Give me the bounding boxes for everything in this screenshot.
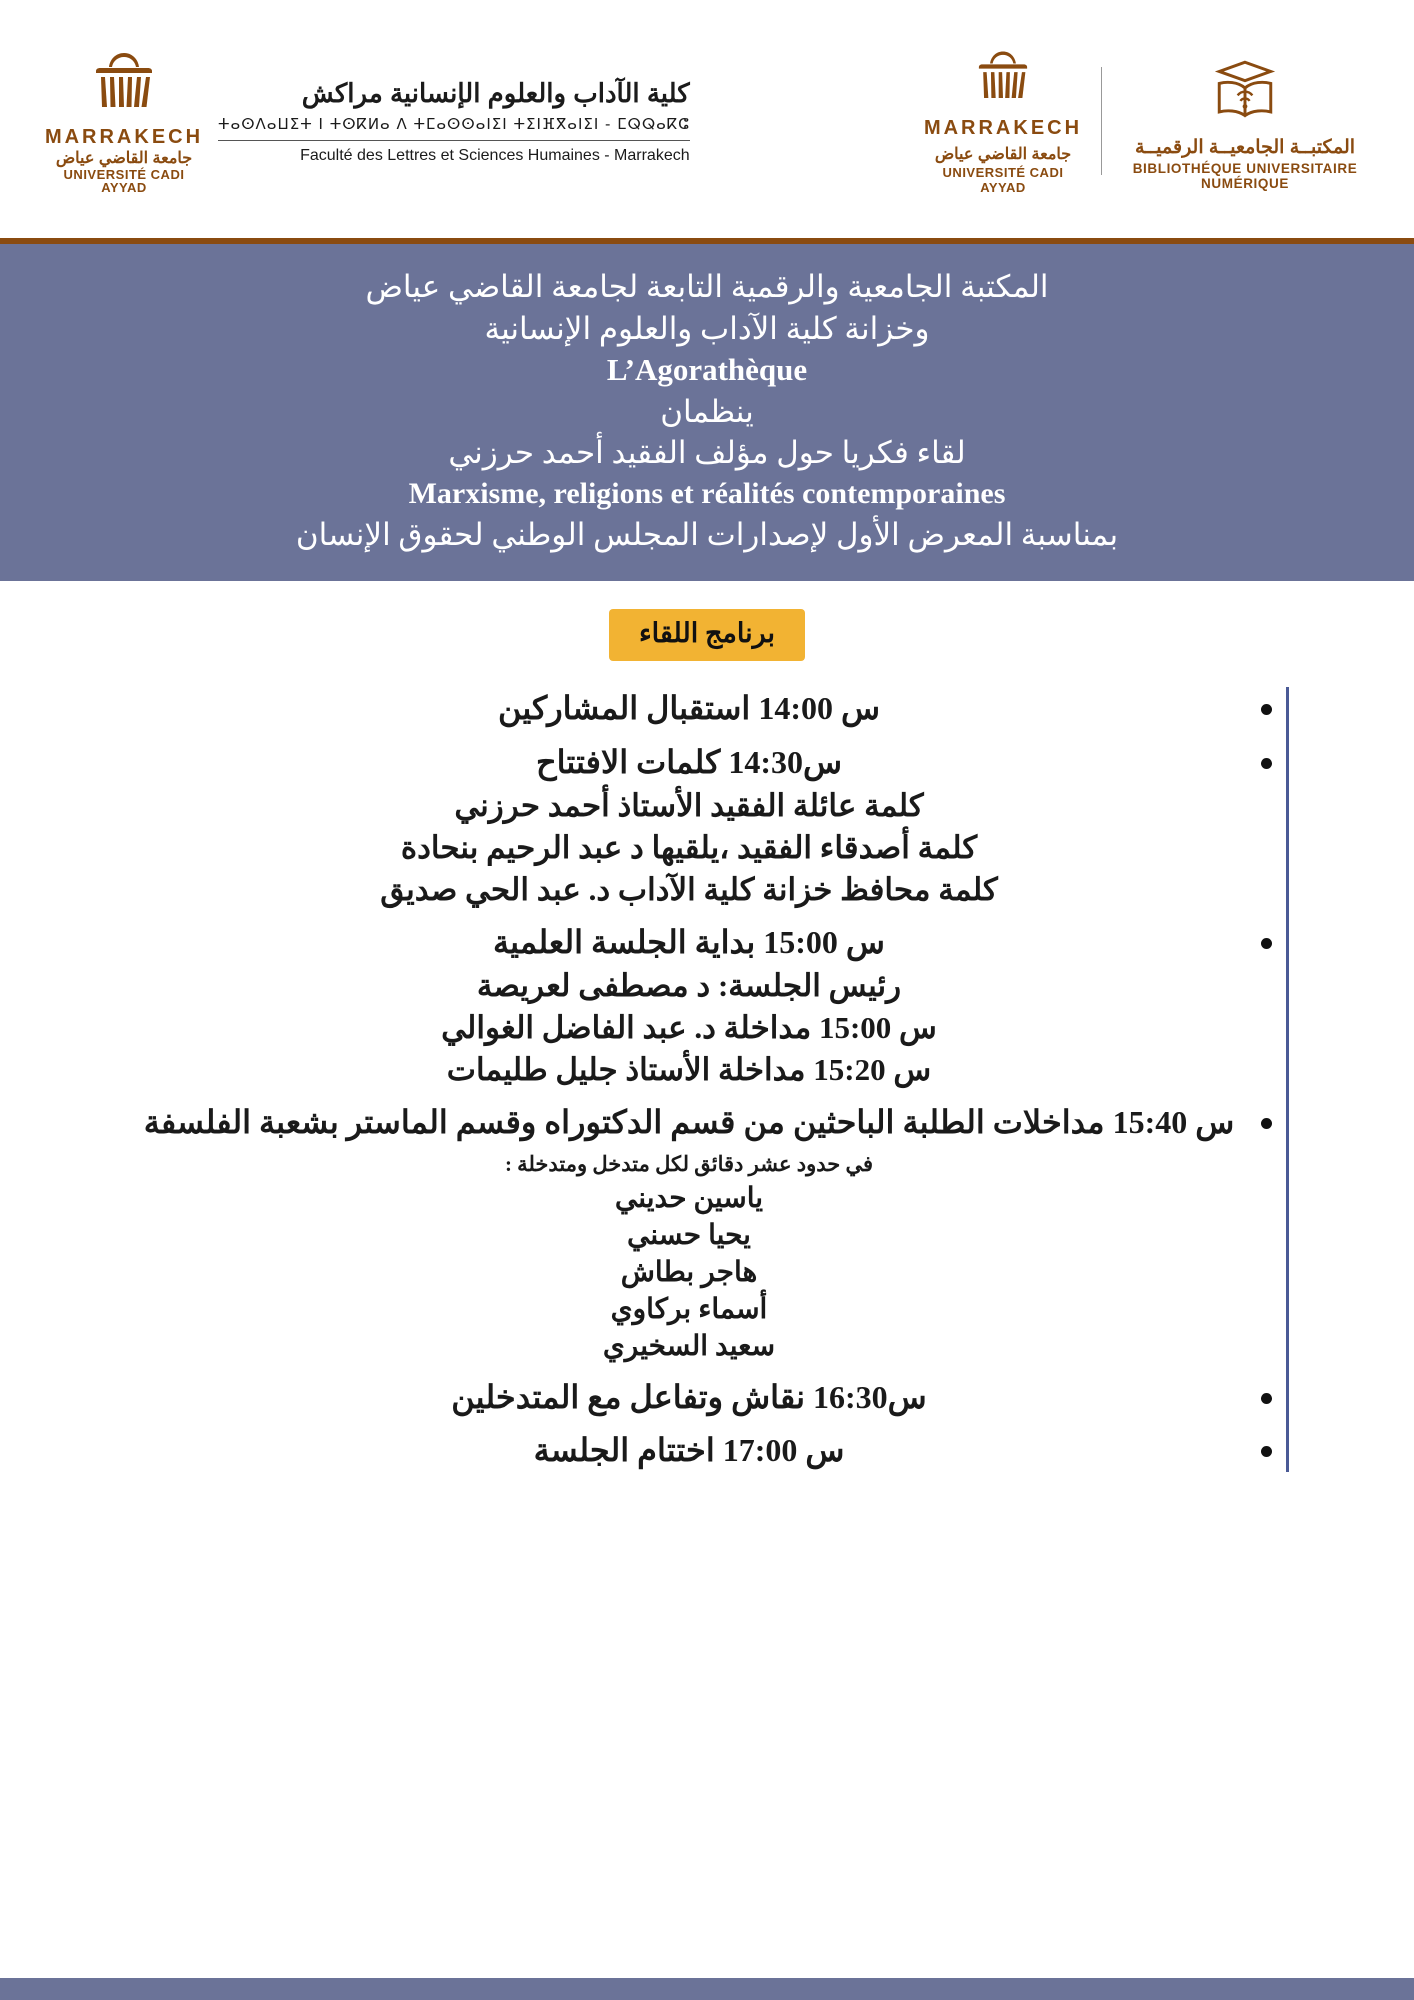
- uca-emblem-left: [44, 49, 204, 194]
- agenda-item: [140, 921, 1286, 1091]
- agenda-item: [140, 687, 1286, 730]
- uca-emblem-right: [923, 48, 1083, 195]
- agenda-item: [140, 1101, 1286, 1366]
- uca-wordmark-left: MARRAKECH: [44, 125, 204, 148]
- document-header: [0, 0, 1414, 238]
- agenda-subitem: رئيس الجلسة: د مصطفى لعريصة: [476, 967, 902, 1003]
- agenda-item: [140, 1376, 1286, 1419]
- banner-event-subject: لقاء فكريا حول مؤلف الفقيد أحمد حرزني: [448, 435, 966, 471]
- university-logo-left: [44, 49, 690, 194]
- uca-arabic-left: جامعة القاضي عياض: [55, 149, 193, 167]
- uca-arabic-right: جامعة القاضي عياض: [934, 145, 1072, 163]
- agenda-subitem: كلمة محافظ خزانة كلية الآداب د. عبد الحي صديق: [380, 872, 998, 908]
- banner-occasion: بمناسبة المعرض الأول لإصدارات المجلس الوطني لحقوق الإنسان: [295, 516, 1119, 552]
- faculty-block: [218, 78, 690, 165]
- program-section: [0, 581, 1414, 1472]
- speaker-name: أسماء بركاوي: [610, 1293, 768, 1325]
- banner-book-title: Marxisme, religions et réalités contemporaines: [408, 476, 1006, 510]
- speaker-name-list: [140, 1181, 1238, 1366]
- faculty-name-tifinagh: ⵜⴰⵙⴷⴰⵡⵉⵜ ⵏ ⵜⵙⴽⵍⴰ ⴷ ⵜⵎⴰⵙⵙⴰⵏⵉⵏ ⵜⵉⵏⴼⴳⴰⵏⵉⵏ - ⵎⵕⵕⴰⴽⵛ: [218, 114, 690, 133]
- footer-band: [0, 1978, 1414, 2000]
- title-banner: [0, 244, 1414, 581]
- speaker-name: سعيد السخيري: [602, 1330, 776, 1362]
- agenda-list: [140, 687, 1286, 1472]
- agenda-item-title: س 15:40 مداخلات الطلبة الباحثين من قسم الدكتوراه وقسم الماستر بشعبة الفلسفة: [143, 1103, 1235, 1140]
- agenda-subitem: س 15:00 مداخلة د. عبد الفاضل الغوالي: [441, 1010, 937, 1046]
- uca-wordmark-right: MARRAKECH: [923, 116, 1083, 139]
- faculty-name-arabic: كلية الآداب والعلوم الإنسانية مراكش: [301, 77, 690, 108]
- banner-line-2: وخزانة كلية الآداب والعلوم الإنسانية: [484, 310, 930, 346]
- speaker-name: يحيا حسني: [627, 1219, 751, 1251]
- agenda-item: [140, 741, 1286, 911]
- agenda-item-title: س 14:00 استقبال المشاركين: [497, 690, 881, 727]
- agenda-item-title: س16:30 نقاش وتفاعل مع المتدخلين: [451, 1378, 927, 1415]
- palm-tree-logo-icon: [44, 49, 204, 125]
- agenda-item: [140, 1429, 1286, 1472]
- faculty-name-french: Faculté des Lettres et Sciences Humaines - Marrakech: [300, 146, 690, 164]
- agenda-subitem: كلمة عائلة الفقيد الأستاذ أحمد حرزني: [454, 787, 924, 823]
- logo-group-right: [923, 48, 1370, 195]
- faculty-divider: [218, 140, 690, 141]
- agenda-item-title: س 17:00 اختتام الجلسة: [533, 1431, 845, 1468]
- agenda-item-title: س14:30 كلمات الافتتاح: [535, 743, 843, 780]
- agenda-subitem: س 15:20 مداخلة الأستاذ جليل طليمات: [446, 1052, 932, 1088]
- agenda-item-title: س 15:00 بداية الجلسة العلمية: [493, 923, 885, 960]
- banner-line-1: المكتبة الجامعية والرقمية التابعة لجامعة القاضي عياض: [365, 269, 1049, 304]
- speaker-name: ياسين حديني: [614, 1182, 764, 1214]
- uca-french-left: UNIVERSITÉ CADI AYYAD: [63, 166, 185, 195]
- open-book-wifi-graduation-cap-icon: [1199, 112, 1291, 129]
- uca-french-right: UNIVERSITÉ CADI AYYAD: [942, 164, 1064, 195]
- speaker-name: هاجر بطاش: [620, 1256, 758, 1288]
- agenda: [140, 687, 1289, 1472]
- digital-library-french: BIBLIOTHÉQUE UNIVERSITAIRE NUMÉRIQUE: [1132, 161, 1358, 191]
- banner-organizers: ينظمان: [660, 393, 754, 429]
- agenda-item-note: في حدود عشر دقائق لكل متدخل ومتدخلة :: [504, 1151, 874, 1176]
- banner-agoratheque: L’Agorathèque: [606, 352, 808, 388]
- logo-divider: [1101, 67, 1102, 175]
- digital-library-arabic: المكتبــة الجامعيــة الرقميــة: [1134, 137, 1356, 158]
- digital-library-logo: [1120, 51, 1370, 191]
- palm-tree-logo-icon: [960, 97, 1046, 114]
- program-badge: برنامج اللقاء: [609, 609, 805, 661]
- agenda-subitem: كلمة أصدقاء الفقيد ،يلقيها د عبد الرحيم بنحادة: [400, 830, 978, 866]
